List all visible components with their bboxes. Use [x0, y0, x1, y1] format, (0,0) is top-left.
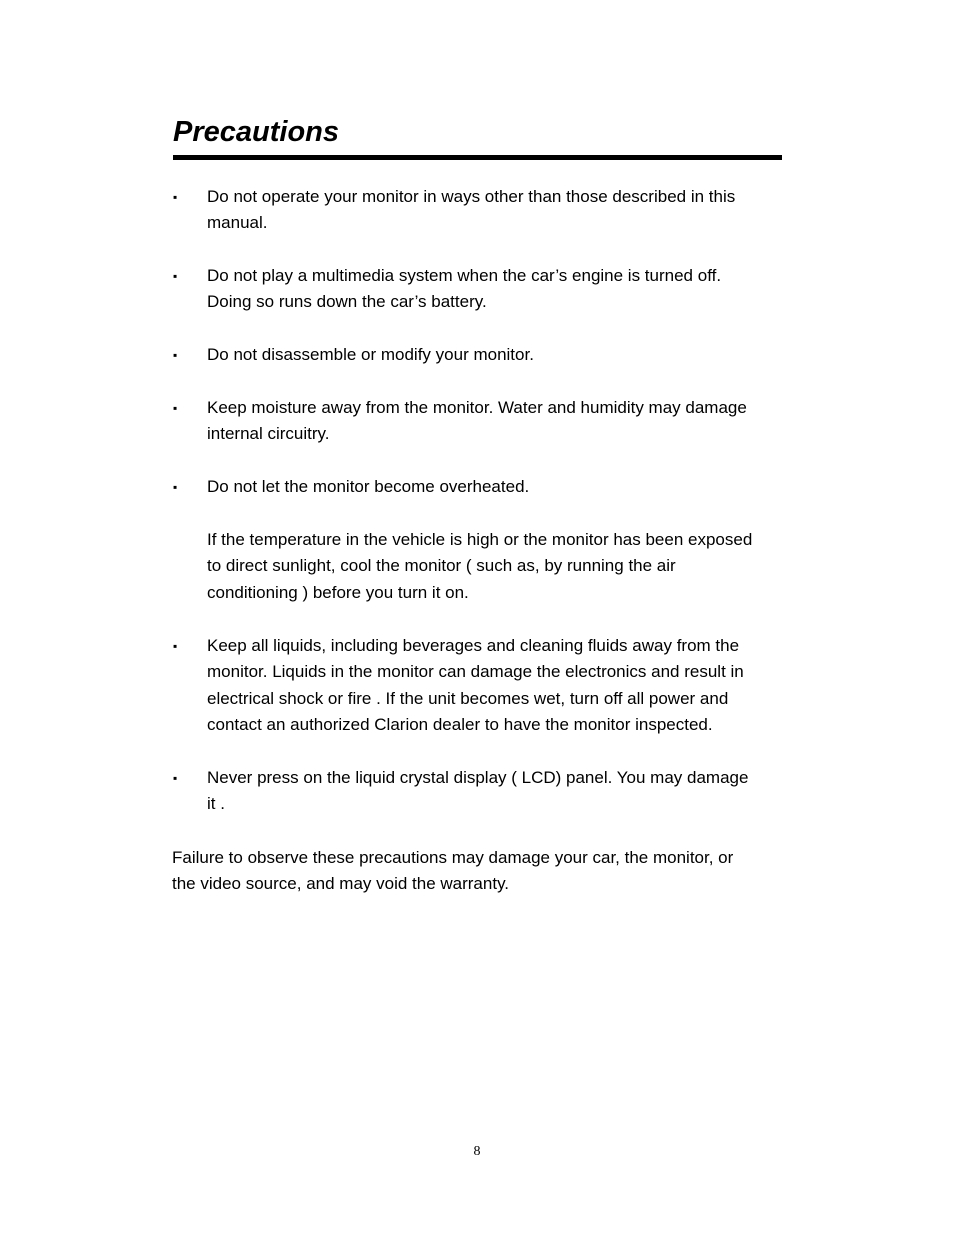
bullet-icon: ▪: [173, 401, 178, 415]
precaution-text: Do not disassemble or modify your monitor.: [207, 345, 534, 364]
precaution-detail-text: If the temperature in the vehicle is high or the monitor has been exposed to direct sunlight, cool the monitor ( such as, by running the air conditioning ) before you turn it on.: [207, 530, 753, 602]
bullet-icon: ▪: [173, 269, 178, 283]
title-underline-rule: [173, 155, 782, 160]
precaution-text: Do not operate your monitor in ways other than those described in this manual.: [207, 187, 736, 233]
precaution-text: Never press on the liquid crystal display ( LCD) panel. You may damage it .: [207, 768, 749, 814]
bullet-icon: ▪: [173, 480, 178, 494]
closing-note: Failure to observe these precautions may damage your car, the monitor, or the video source, and may void the warranty.: [172, 848, 734, 894]
bullet-icon: ▪: [173, 771, 178, 785]
page-title: Precautions: [173, 116, 339, 148]
page-number: 8: [473, 1144, 481, 1159]
bullet-icon: ▪: [173, 348, 178, 362]
precaution-text: Do not play a multimedia system when the car’s engine is turned off. Doing so runs down the car’s battery.: [207, 266, 722, 312]
bullet-icon: ▪: [173, 190, 178, 204]
precaution-text: Do not let the monitor become overheated.: [207, 477, 530, 496]
precaution-text: Keep moisture away from the monitor. Water and humidity may damage internal circuitry.: [207, 398, 747, 444]
bullet-icon: ▪: [173, 639, 178, 653]
precaution-text: Keep all liquids, including beverages and cleaning fluids away from the monitor. Liquids in the monitor can damage the electronics and result in electrical shock or fire . If the unit becomes wet, turn off all power and contact an authorized Clarion dealer to have the monitor inspected.: [207, 636, 744, 734]
